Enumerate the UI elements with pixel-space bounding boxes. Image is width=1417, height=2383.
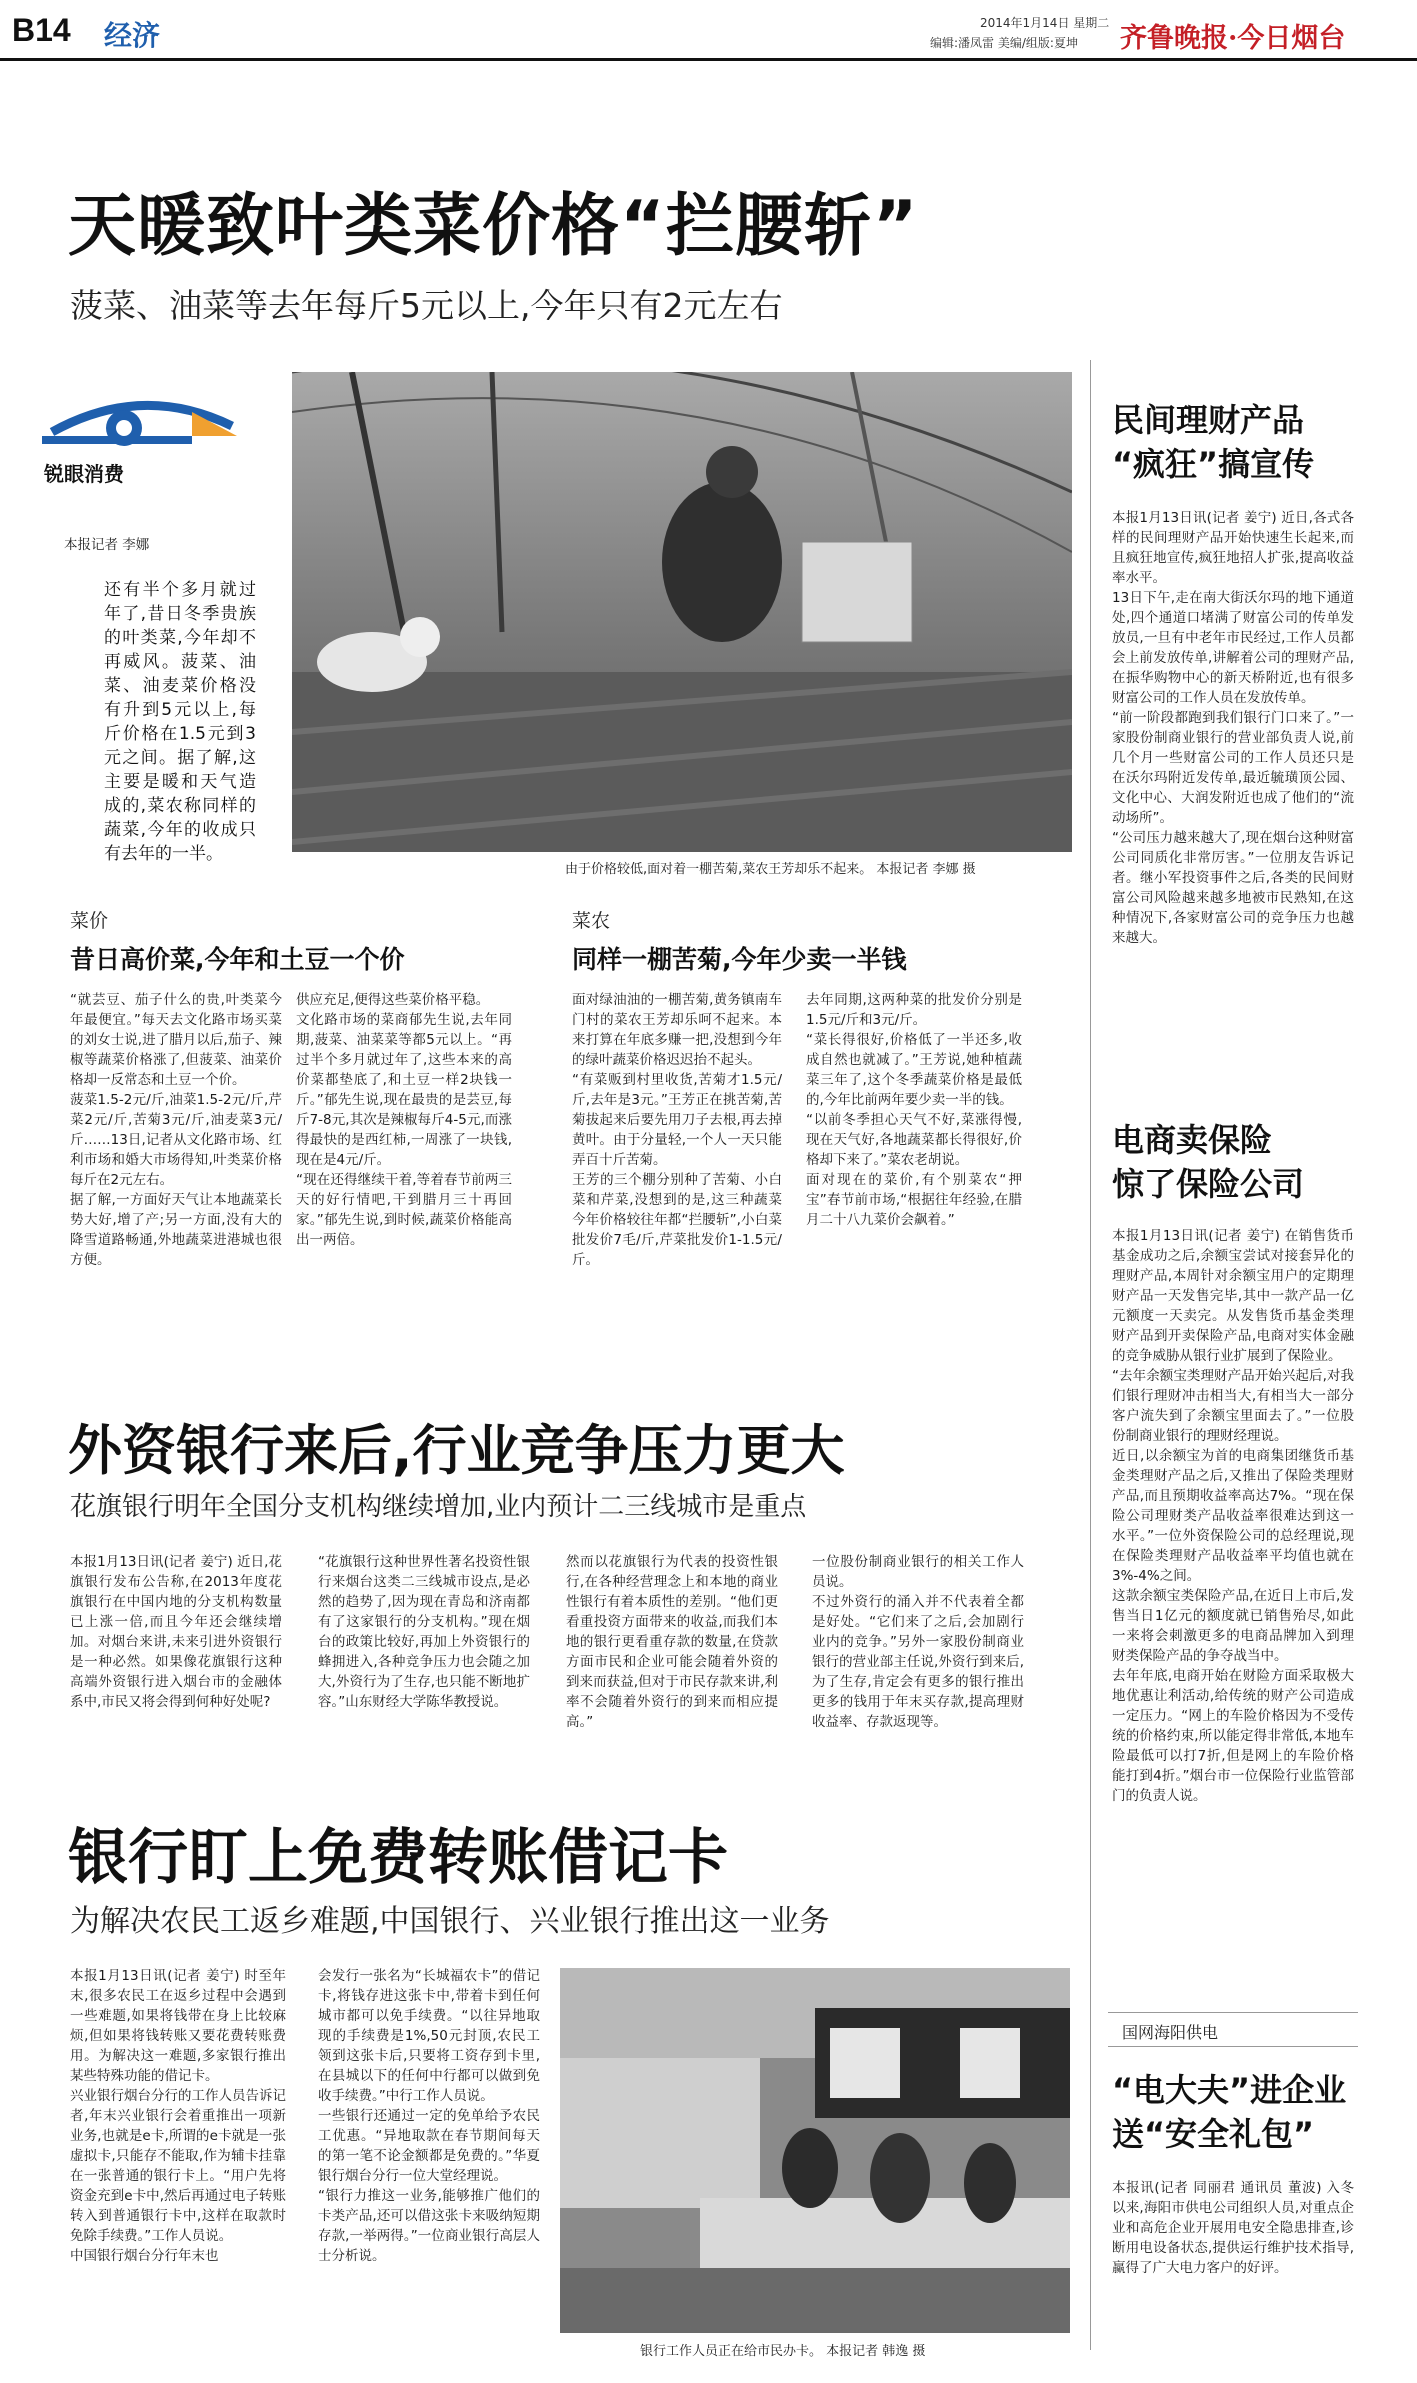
section-name: 经济 [104,19,161,52]
sidebar2-headline-line2: 惊了保险公司 [1112,1165,1305,1203]
body-foreign-banks-col2: “花旗银行这种世界性著名投资性银行来烟台这类二三线城市设点,是必然的趋势了,因为现在青岛和济南都有了这家银行的分支机构。”现在烟台的政策比较好,再加上外资银行的蜂拥进入,各种竞争压力也会随之加大,外资行为了生存,也只能不断地扩容。”山东财经大学陈华教授说。 [318,1554,530,1710]
greenhouse-photo-caption: 由于价格较低,面对着一棚苦菊,菜农王芳却乐不起来。 本报记者 李娜 摄 [565,862,976,877]
subhead-debit-cards: 为解决农民工返乡难题,中国银行、兴业银行推出这一业务 [70,1904,830,1939]
sidebar3-top-rule [1108,2012,1358,2013]
page-number: B14 [12,12,71,48]
bank-counter-image [560,1968,1070,2333]
bank-photo-caption: 银行工作人员正在给市民办卡。 本报记者 韩逸 摄 [640,2344,926,2359]
body-foreign-banks-col4: 一位股份制商业银行的相关工作人员说。 不过外资行的涌入并不代表着全都是好处。“它们来了之后,会加剧行业内的竞争。”另外一家股份制商业银行的营业部主任说,外资行到来后,为了生存,肯定会有更多的银行推出更多的钱用于年末买存款,提高理财收益率、存款返现等。 [812,1554,1024,1730]
sidebar2-headline-line1: 电商卖保险 [1112,1121,1273,1159]
subhead-foreign-banks: 花旗银行明年全国分支机构继续增加,业内预计二三线城市是重点 [70,1492,807,1522]
sidebar1-body: 本报1月13日讯(记者 姜宁) 近日,各式各样的民间理财产品开始快速生长起来,而且疯狂地宣传,疯狂地招人扩张,提高收益率水平。 13日下午,走在南大街沃尔玛的地下通道处,四个通道口堵满了财富公司的传单发放员,一旦有中老年市民经过,工作人员都会上前发放传单,讲解着公司的理财产品,在振华购物中心的新天桥附近,也有很多财富公司的工作人员在发放传单。 “前一阶段都跑到我们银行门口来了。”一家股份制商业银行的营业部负责人说,前几个月一些财富公司的工作人员还只是在沃尔玛附近发传单,最近毓璜顶公园、文化中心、大润发附近也成了他们的“流动场所”。 “公司压力越来越大了,现在烟台这种财富公司同质化非常厉害。”一位朋友告诉记者。继小军投资事件之后,各类的民间财富公司风险越来越多地被市民熟知,在这种情况下,各家财富公司的竞争压力也越来越大。 [1112,510,1354,946]
subhead-vegetable-prices: 菠菜、油菜等去年每斤5元以上,今年只有2元左右 [70,286,783,325]
sidebar3-tag: 国网海阳供电 [1122,2023,1219,2042]
body-farmer-col1: 面对绿油油的一棚苦菊,黄务镇南车门村的菜农王芳却乐呵不起来。本来打算在年底多赚一把,没想到今年的绿叶蔬菜价格迟迟抬不起头。 “有菜贩到村里收货,苦菊才1.5元/斤,去年是3元。”王芳正在挑苦菊,苦菊拔起来后要先用刀子去根,再去掉黄叶。由于分量轻,一个人一天只能弄百十斤苦菊。 王芳的三个棚分别种了苦菊、小白菜和芹菜,没想到的是,这三种蔬菜今年价格较往年都“拦腰斩”,小白菜批发价7毛/斤,芹菜批发价1-1.5元/斤。 [572,992,782,1268]
body-debit-cards-col1: 本报1月13日讯(记者 姜宁) 时至年末,很多农民工在返乡过程中会遇到一些难题,如果将钱带在身上比较麻烦,但如果将钱转账又要花费转账费用。为解决这一难题,多家银行推出某些特殊功能的借记卡。 兴业银行烟台分行的工作人员告诉记者,年末兴业银行会着重推出一项新业务,也就是e卡,所谓的e卡就是一张虚拟卡,只能存不能取,作为辅卡挂靠在一张普通的银行卡上。“用户先将资金充到e卡中,然后再通过电子转账转入到普通银行卡中,这样在取款时免除手续费。”工作人员说。 中国银行烟台分行年末也 [70,1968,286,2264]
newspaper-brand: 齐鲁晚报·今日烟台 [1120,23,1346,54]
sidebar2-body: 本报1月13日讯(记者 姜宁) 在销售货币基金成功之后,余额宝尝试对接套异化的理财产品,本周针对余额宝用户的定期理财产品一天发售完毕,其中一款产品一亿元额度一天卖完。从发售货币基金类理财产品到开卖保险产品,电商对实体金融的竞争威胁从银行业扩展到了保险业。 “去年余额宝类理财产品开始兴起后,对我们银行理财冲击相当大,有相当大一部分客户流失到了余额宝里面去了。”一位股份制商业银行的理财经理说。 近日,以余额宝为首的电商集团继货币基金类理财产品之后,又推出了保险类理财产品,而且预期收益率高达7%。“现在保险公司理财类产品收益率很难达到这一水平。”一位外资保险公司的总经理说,现在保险类理财产品收益率平均值也就在3%-4%之间。 这款余额宝类保险产品,在近日上市后,发售当日1亿元的额度就已销售殆尽,如此一来将会刺激更多的电商品牌加入到理财类保险产品的争夺战当中。 去年年底,电商开始在财险方面采取极大地优惠让利活动,给传统的财产公司造成一定压力。“网上的车险价格因为不受传统的价格约束,所以能定得非常低,本地车险最低可以打7折,但是网上的车险价格能打到4折。”烟台市一位保险行业监管部门的负责人说。 [1112,1228,1354,1804]
eye-icon [42,392,242,456]
editor-line: 编辑:潘凤雷 美编/组版:夏坤 [930,36,1078,50]
sidebar3-tag-rule [1108,2046,1358,2047]
sidebar1-headline-line2: “疯狂”搞宣传 [1112,445,1315,483]
column-divider [1090,360,1091,2350]
section-label-prices: 菜价 [70,910,109,932]
sidebar1-headline-line1: 民间理财产品 [1112,401,1305,439]
headline-vegetable-prices: 天暖致叶类菜价格“拦腰斩” [68,187,919,266]
bank-counter-photo [560,1968,1070,2333]
body-farmer-col2: 去年同期,这两种菜的批发价分别是1.5元/斤和3元/斤。 “菜长得很好,价格低了一半还多,收成自然也就减了。”王芳说,她种植蔬菜三年了,这个冬季蔬菜价格是最低的,今年比前两年要少卖一半的钱。 “以前冬季担心天气不好,菜涨得慢,现在天气好,各地蔬菜都长得很好,价格却下来了。”菜农老胡说。 面对现在的菜价,有个别菜农“押宝”春节前市场,“根据往年经验,在腊月二十八九菜价会飙着。” [806,992,1022,1228]
subhead-farmer: 同样一棚苦菊,今年少卖一半钱 [572,945,907,974]
lead-article1: 还有半个多月就过年了,昔日冬季贵族的叶类菜,今年却不再威风。菠菜、油菜、油麦菜价格没有升到5元以上,每斤价格在1.5元到3元之间。据了解,这主要是暖和天气造成的,菜农称同样的蔬菜,今年的收成只有去年的一半。 [104,580,256,864]
greenhouse-photo [292,372,1072,852]
headline-foreign-banks: 外资银行来后,行业竞争压力更大 [68,1419,845,1482]
sidebar3-headline-line1: “电大夫”进企业 [1112,2071,1347,2109]
subhead-prices: 昔日高价菜,今年和土豆一个价 [70,945,405,974]
sidebar3-headline-line2: 送“安全礼包” [1112,2115,1315,2153]
header-rule [0,58,1417,61]
byline-article1: 本报记者 李娜 [64,537,150,553]
column-logo-label: 锐眼消费 [44,462,124,486]
body-foreign-banks-col3: 然而以花旗银行为代表的投资性银行,在各种经营理念上和本地的商业性银行有着本质性的差别。“他们更看重投资方面带来的收益,而我们本地的银行更看重存款的数量,在贷款方面市民和企业可能会随着外资的到来而获益,但对于市民存款来讲,利率不会随着外资行的到来而相应提高。” [566,1554,778,1730]
body-debit-cards-col2: 会发行一张名为“长城福农卡”的借记卡,将钱存进这张卡中,带着卡到任何城市都可以免手续费。“以往异地取现的手续费是1%,50元封顶,农民工领到这张卡后,只要将工资存到卡里,在县城以下的任何中行都可以做到免收手续费。”中行工作人员说。 一些银行还通过一定的免单给予农民工优惠。“异地取款在春节期间每天的第一笔不论金额都是免费的。”华夏银行烟台分行一位大堂经理说。 “银行力推这一业务,能够推广他们的卡类产品,还可以借这张卡来吸纳短期存款,一举两得。”一位商业银行高层人士分析说。 [318,1968,540,2264]
body-prices-col1: “就芸豆、茄子什么的贵,叶类菜今年最便宜。”每天去文化路市场买菜的刘女士说,进了腊月以后,茄子、辣椒等蔬菜价格涨了,但菠菜、油菜价格却一反常态和土豆一个价。 菠菜1.5-2元/斤,油菜1.5-2元/斤,芹菜2元/斤,苦菊3元/斤,油麦菜3元/斤……13日,记者从文化路市场、红利市场和婚大市场得知,叶类菜价格每斤在2元左右。 据了解,一方面好天气让本地蔬菜长势大好,增了产;另一方面,没有大的降雪道路畅通,外地蔬菜进港城也很方便。 [70,992,282,1268]
body-prices-col2: 供应充足,便得这些菜价格平稳。 文化路市场的菜商郁先生说,去年同期,菠菜、油菜菜等都5元以上。“再过半个多月就过年了,这些本来的高价菜都垫底了,和土豆一样2块钱一斤。”郁先生说,现在最贵的是芸豆,每斤7-8元,其次是辣椒每斤4-5元,而涨得最快的是西红柿,一周涨了一块钱,现在是4元/斤。 “现在还得继续干着,等着春节前两三天的好行情吧,干到腊月三十再回家。”郁先生说,到时候,蔬菜价格能高出一两倍。 [296,992,512,1248]
greenhouse-farmer-image [292,372,1072,852]
column-logo [36,390,258,490]
section-label-farmer: 菜农 [572,910,611,932]
sidebar3-body: 本报讯(记者 同丽君 通讯员 董波) 入冬以来,海阳市供电公司组织人员,对重点企业和高危企业开展用电安全隐患排查,诊断用电设备状态,提供运行维护技术指导,赢得了广大电力客户的好评。 [1112,2180,1354,2276]
headline-debit-cards: 银行盯上免费转账借记卡 [68,1823,728,1893]
body-foreign-banks-col1: 本报1月13日讯(记者 姜宁) 近日,花旗银行发布公告称,在2013年度花旗银行在中国内地的分支机构数量已上涨一倍,而且今年还会继续增加。对烟台来讲,未来引进外资银行是一种必然。如果像花旗银行这种高端外资银行进入烟台市的金融体系中,市民又将会得到何种好处呢? [70,1554,282,1710]
date-line: 2014年1月14日 星期二 [980,16,1110,30]
